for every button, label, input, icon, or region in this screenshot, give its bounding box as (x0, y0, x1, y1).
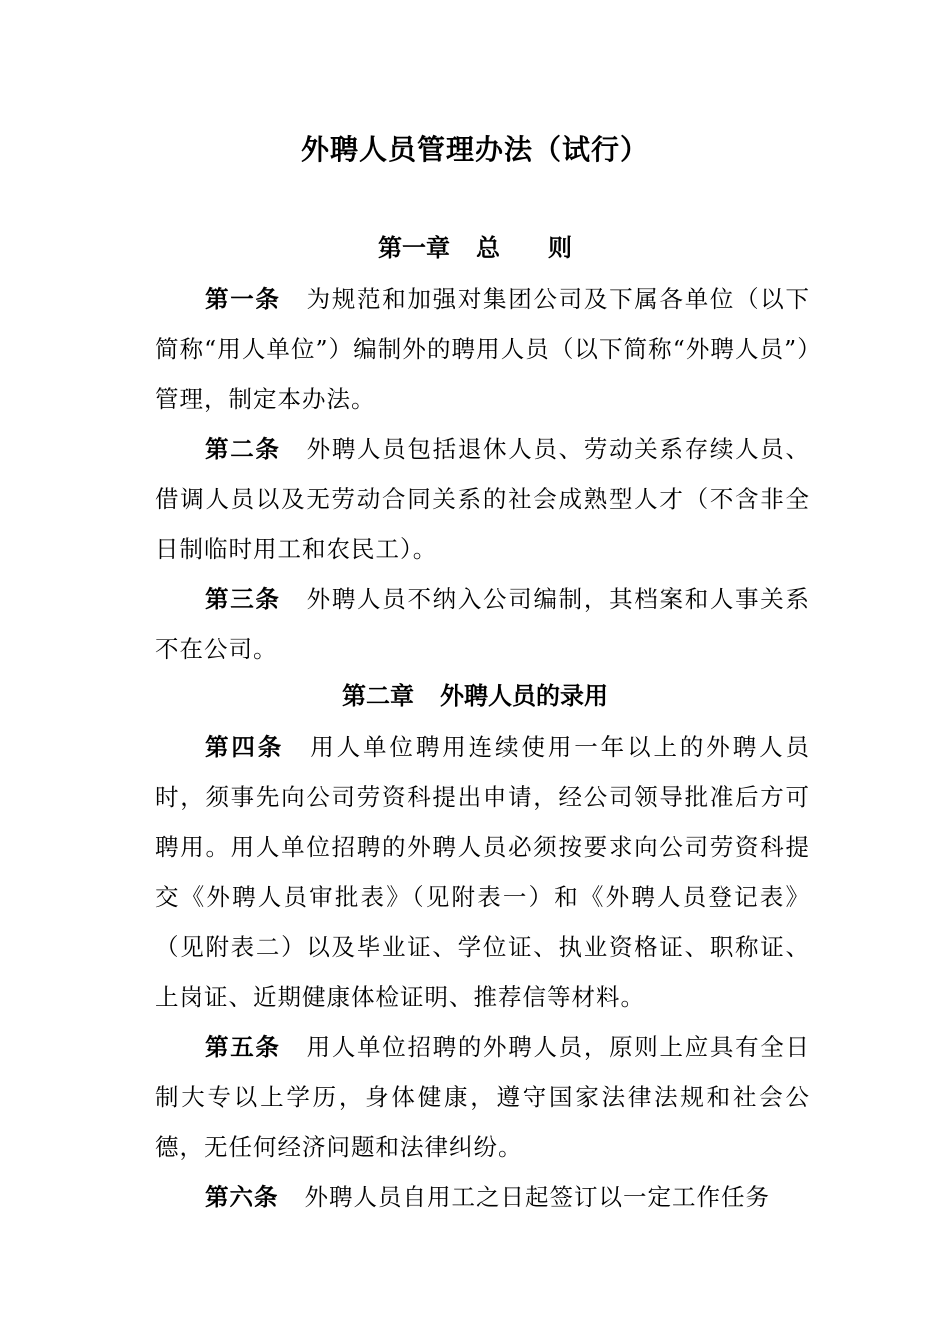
chapter-number: 第二章 (342, 682, 414, 710)
article-label: 第二条 (205, 435, 281, 463)
article-text: 用人单位聘用连续使用一年以上的外聘人员时，须事先向公司劳资科提出申请，经公司领导批准后方可聘用。用人单位招聘的外聘人员必须按要求向公司劳资科提交《外聘人员审批表》（见附表一）和《外聘人员登记表》（见附表二）以及毕业证、学位证、执业资格证、职称证、上岗证、近期健康体检证明、推荐信等材料。 (155, 733, 811, 1011)
article-text: 为规范和加强对集团公司及下属各单位（以下简称“用人单位”）编制外的聘用人员（以下简称“外聘人员”）管理，制定本办法。 (155, 285, 811, 413)
article-text: 外聘人员自用工之日起签订以一定工作任务 (304, 1183, 770, 1211)
article-label: 第一条 (205, 285, 281, 313)
chapter-heading-1 (0, 228, 950, 268)
article-4 (155, 722, 810, 1022)
article-5 (155, 1022, 810, 1172)
article-label: 第六条 (205, 1183, 279, 1211)
article-label: 第五条 (205, 1033, 281, 1061)
chapter-heading-2 (0, 676, 950, 716)
chapter-name: 外聘人员的录用 (440, 682, 608, 710)
article-label: 第四条 (205, 733, 285, 761)
article-3 (155, 574, 810, 674)
article-text: 外聘人员包括退休人员、劳动关系存续人员、借调人员以及无劳动合同关系的社会成熟型人才（不含非全日制临时用工和农民工）。 (155, 435, 811, 563)
article-text: 用人单位招聘的外聘人员，原则上应具有全日制大专以上学历，身体健康，遵守国家法律法规和社会公德，无任何经济问题和法律纠纷。 (155, 1033, 811, 1161)
chapter-name: 总 则 (476, 234, 572, 262)
chapter-number: 第一章 (378, 234, 450, 262)
article-label: 第三条 (205, 585, 281, 613)
document-title: 外聘人员管理办法（试行） (300, 133, 649, 166)
article-6 (155, 1172, 810, 1222)
article-2 (155, 424, 810, 574)
article-1 (155, 274, 810, 424)
article-text: 外聘人员不纳入公司编制，其档案和人事关系不在公司。 (155, 585, 811, 663)
